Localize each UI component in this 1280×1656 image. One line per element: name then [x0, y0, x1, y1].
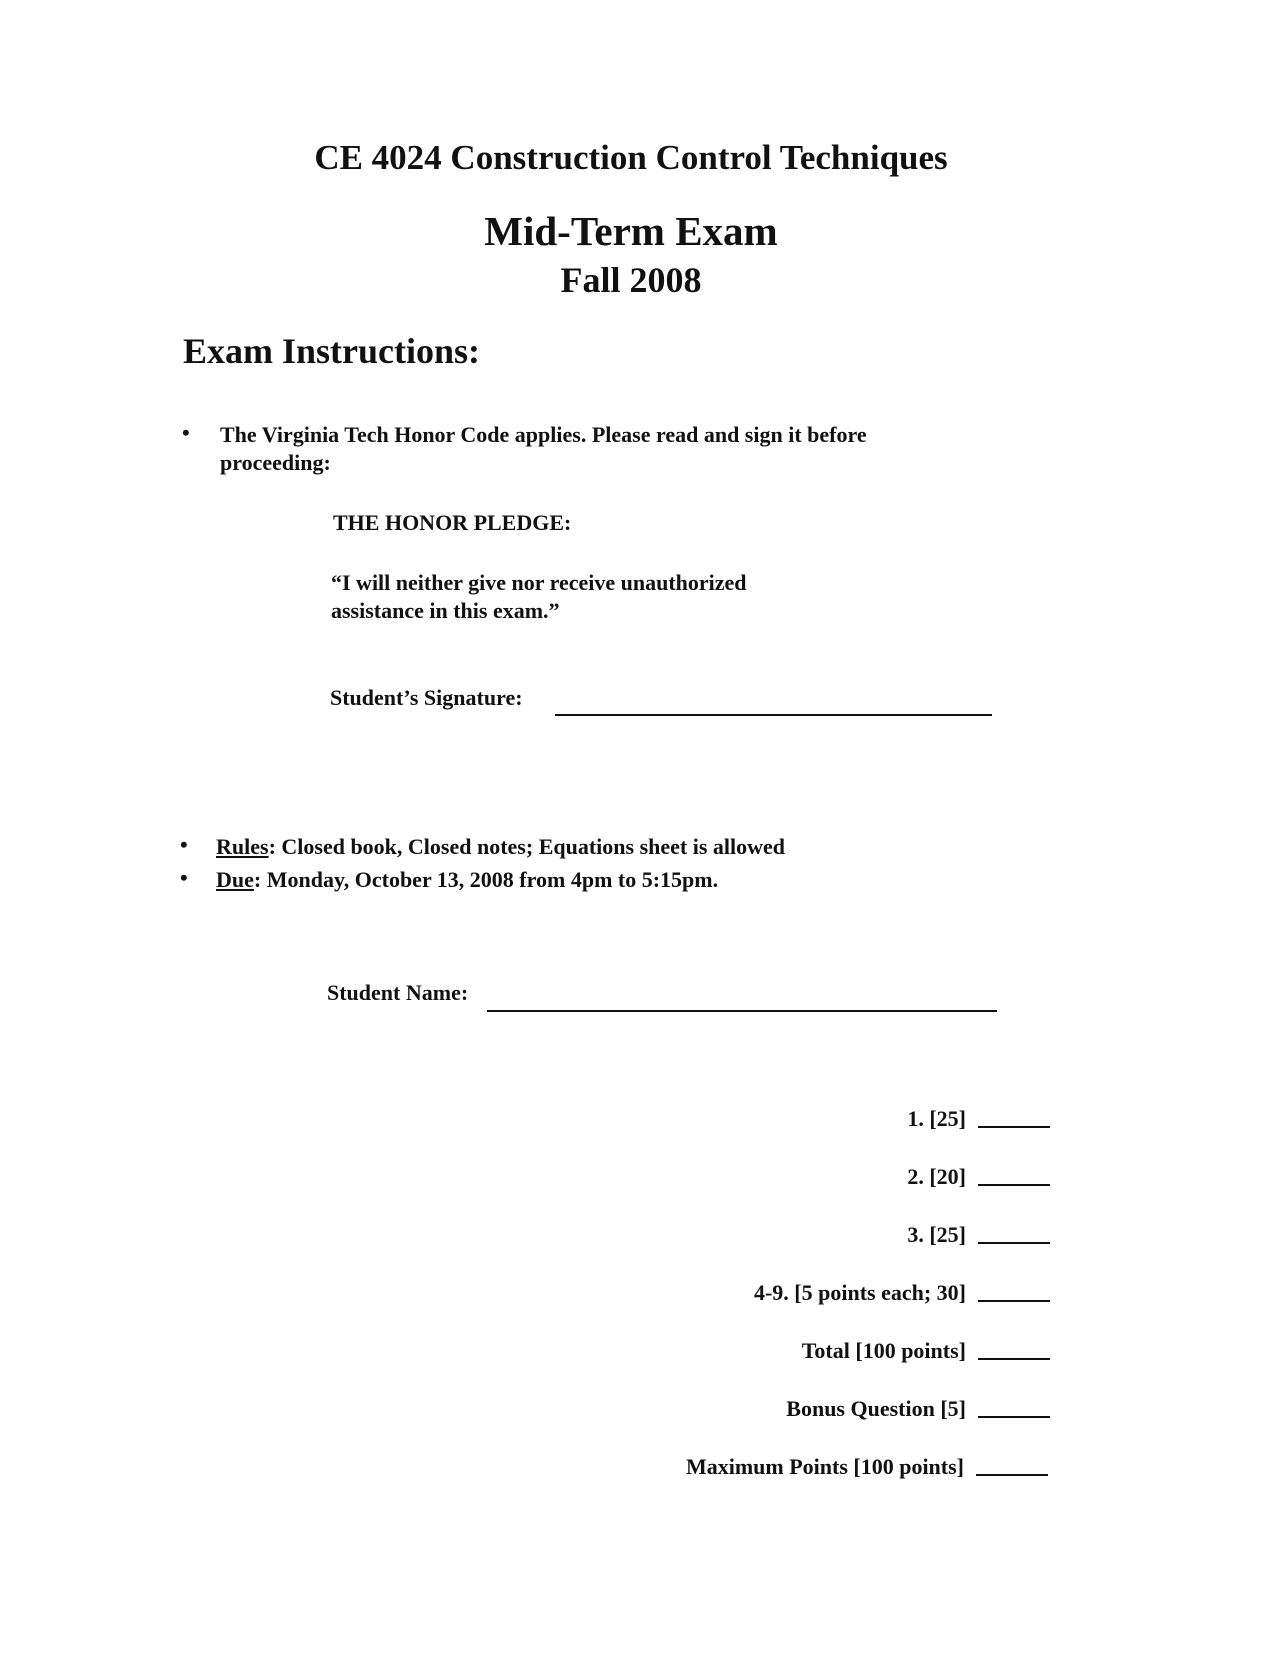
exam-title: Mid-Term Exam: [484, 208, 778, 254]
score-label: Bonus Question [5]: [786, 1396, 966, 1421]
score-row: [907, 1222, 1050, 1248]
student-name-label: Student Name:: [327, 980, 469, 1005]
score-row: [907, 1106, 1050, 1132]
bullet-icon: •: [180, 865, 188, 890]
student-name-line[interactable]: [487, 1010, 997, 1012]
score-blank[interactable]: [978, 1358, 1050, 1360]
score-label: 2. [20]: [907, 1164, 966, 1189]
score-row: [754, 1280, 1050, 1306]
pledge-line-2: assistance in this exam.”: [331, 598, 560, 623]
exam-term: Fall 2008: [560, 260, 702, 300]
score-row: [907, 1164, 1050, 1190]
course-title: CE 4024 Construction Control Techniques: [314, 138, 948, 177]
score-row: [786, 1396, 1050, 1422]
rules-label: Rules: [216, 834, 269, 859]
score-row: [686, 1454, 1048, 1480]
honor-code-line-1: The Virginia Tech Honor Code applies. Please read and sign it before: [220, 422, 867, 447]
rules-text: : Closed book, Closed notes; Equations sheet is allowed: [268, 834, 786, 859]
score-blank[interactable]: [976, 1474, 1048, 1476]
score-label: Total [100 points]: [801, 1338, 966, 1363]
score-row: [802, 1338, 1050, 1364]
due-text: : Monday, October 13, 2008 from 4pm to 5:15pm.: [253, 867, 719, 892]
score-blank[interactable]: [978, 1184, 1050, 1186]
score-label: 1. [25]: [907, 1106, 966, 1131]
instructions-heading: Exam Instructions:: [183, 331, 481, 371]
pledge-line-1: “I will neither give nor receive unauthorized: [331, 570, 747, 595]
score-label: 3. [25]: [907, 1222, 966, 1247]
bullet-icon: •: [182, 420, 190, 445]
score-label: 4-9. [5 points each; 30]: [753, 1280, 966, 1305]
bullet-icon: •: [180, 832, 188, 857]
score-blank[interactable]: [978, 1416, 1050, 1418]
rules-line: [216, 834, 785, 860]
signature-label: Student’s Signature:: [330, 685, 523, 710]
due-line: [216, 867, 718, 893]
score-label: Maximum Points [100 points]: [685, 1454, 964, 1479]
signature-line[interactable]: [555, 714, 992, 716]
score-blank[interactable]: [978, 1242, 1050, 1244]
honor-code-line-2: proceeding:: [220, 450, 331, 475]
pledge-heading: THE HONOR PLEDGE:: [333, 510, 572, 535]
due-label: Due: [216, 867, 254, 892]
score-blank[interactable]: [978, 1300, 1050, 1302]
score-blank[interactable]: [978, 1126, 1050, 1128]
